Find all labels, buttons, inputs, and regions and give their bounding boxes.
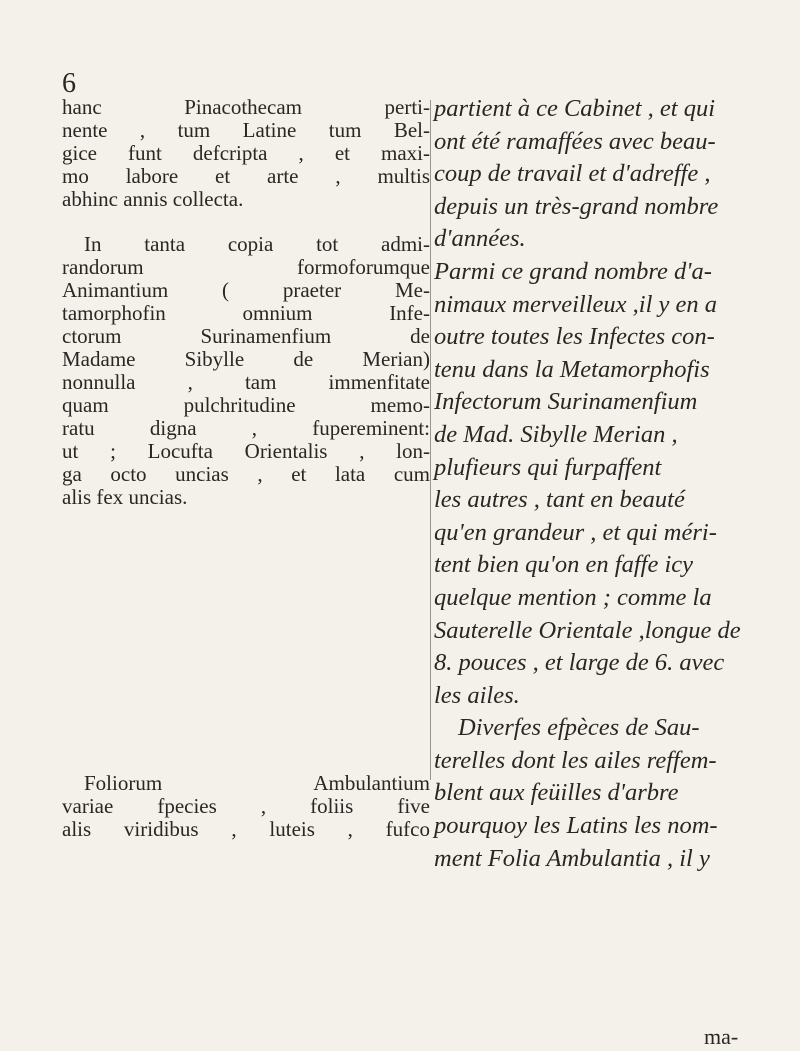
latin-paragraph-2	[62, 233, 430, 509]
latin-line: alis fex uncias.	[62, 485, 188, 509]
french-line: Parmi ce grand nombre d'a-	[434, 257, 712, 285]
latin-line: randorum formoforumque	[62, 255, 430, 279]
french-line: les autres , tant en beauté	[434, 486, 685, 514]
french-line: outre toutes les Infectes con-	[434, 323, 715, 351]
french-line: blent aux feüilles d'arbre	[434, 779, 679, 807]
latin-line: quam pulchritudine memo-	[62, 393, 430, 417]
french-line: pourquoy les Latins les nom-	[434, 812, 718, 840]
french-column	[434, 93, 754, 875]
latin-line: ut ; Locufta Orientalis , lon-	[62, 439, 430, 463]
french-line: Infectorum Surinamenfium	[434, 388, 698, 416]
column-divider	[430, 100, 431, 780]
latin-line: ratu digna , fupereminent:	[62, 416, 430, 440]
latin-line: Madame Sibylle de Merian)	[62, 347, 430, 371]
latin-line: hanc Pinacothecam perti-	[62, 95, 430, 119]
latin-line: nonnulla , tam immenfitate	[62, 370, 430, 394]
latin-line: variae fpecies , foliis five	[62, 794, 430, 818]
french-line: 8. pouces , et large de 6. avec	[434, 649, 725, 677]
latin-line: ctorum Surinamenfium de	[62, 324, 430, 348]
latin-line: gice funt defcripta , et maxi-	[62, 141, 430, 165]
french-line: d'années.	[434, 225, 526, 253]
french-line: Diverfes efpèces de Sau-	[458, 714, 700, 742]
latin-line: tamorphofin omnium Infe-	[62, 301, 430, 325]
latin-line: nente , tum Latine tum Bel-	[62, 118, 430, 142]
french-line: tenu dans la Metamorphofis	[434, 355, 710, 383]
french-line: quelque mention ; comme la	[434, 583, 712, 611]
page-number: 6	[62, 68, 77, 99]
latin-paragraph-1	[62, 96, 430, 211]
french-line: Sauterelle Orientale ,longue de	[434, 616, 741, 644]
french-line: depuis un très-grand nombre	[434, 192, 719, 220]
latin-line: alis viridibus , luteis , fufco	[62, 817, 430, 841]
latin-line: mo labore et arte , multis	[62, 164, 430, 188]
french-line: ont été ramaffées avec beau-	[434, 127, 716, 155]
latin-paragraph-3	[62, 772, 430, 841]
french-line: nimaux merveilleux ,il y en a	[434, 290, 718, 318]
french-line: ment Folia Ambulantia , il y	[434, 844, 710, 872]
latin-line: In tanta copia tot admi-	[84, 232, 430, 256]
french-line: partient à ce Cabinet , et qui	[434, 95, 716, 122]
latin-column	[62, 96, 430, 841]
french-line: terelles dont les ailes reffem-	[434, 746, 717, 774]
latin-line: Animantium ( praeter Me-	[62, 278, 430, 302]
french-line: de Mad. Sibylle Merian ,	[434, 420, 678, 448]
french-line: qu'en grandeur , et qui méri-	[434, 518, 717, 546]
catchword: ma-	[704, 1024, 739, 1049]
latin-line: abhinc annis collecta.	[62, 187, 244, 211]
french-line: tent bien qu'on en faffe icy	[434, 551, 694, 579]
latin-line: ga octo uncias , et lata cum	[62, 462, 430, 486]
latin-line: Foliorum Ambulantium	[84, 771, 430, 795]
french-line: coup de travail et d'adreffe ,	[434, 160, 711, 188]
french-line: les ailes.	[434, 681, 520, 709]
french-line: plufieurs qui furpaffent	[434, 453, 662, 481]
